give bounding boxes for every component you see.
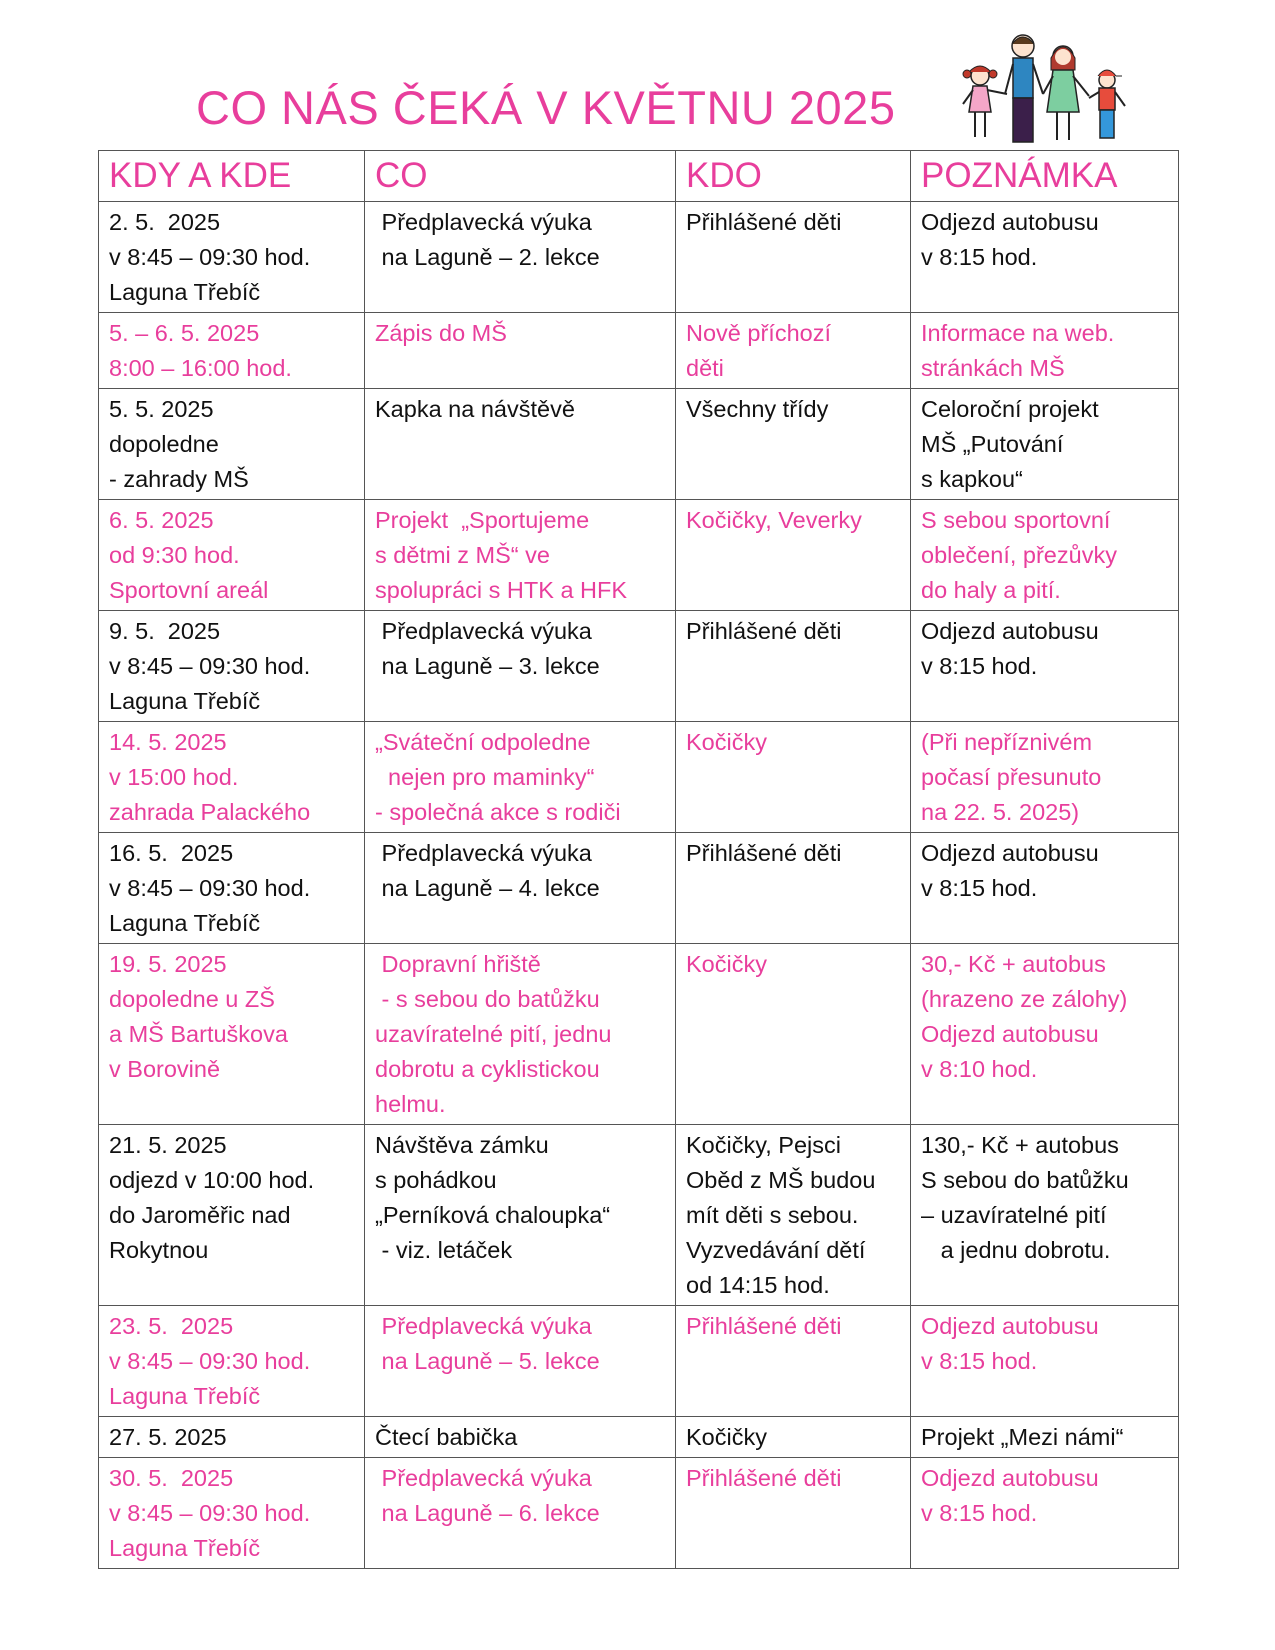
table-row — [99, 500, 1179, 611]
cell-poznamka — [911, 1306, 1179, 1417]
cell-kdo — [676, 202, 911, 313]
cell-line: do Jaroměřic nad — [109, 1202, 291, 1228]
cell-kdo — [676, 944, 911, 1125]
cell-line: uzavíratelné pití, jednu — [375, 1021, 612, 1047]
table-row — [99, 722, 1179, 833]
cell-line: v 8:15 hod. — [921, 1500, 1038, 1526]
cell-kdo — [676, 313, 911, 389]
cell-kdy-a-kde — [99, 1458, 365, 1569]
cell-kdo — [676, 833, 911, 944]
cell-kdy-a-kde — [99, 833, 365, 944]
cell-line: 23. 5. 2025 — [109, 1313, 234, 1339]
cell-line: na 22. 5. 2025) — [921, 799, 1080, 825]
cell-kdy-a-kde — [99, 313, 365, 389]
cell-line: Odjezd autobusu — [921, 1465, 1099, 1491]
cell-line: na Laguně – 5. lekce — [375, 1348, 600, 1374]
cell-line: Laguna Třebíč — [109, 1383, 261, 1409]
cell-line: v 8:45 – 09:30 hod. — [109, 244, 311, 270]
cell-line: 5. 5. 2025 — [109, 396, 214, 422]
cell-line: 27. 5. 2025 — [109, 1424, 227, 1450]
table-row — [99, 1306, 1179, 1417]
cell-co — [365, 313, 676, 389]
cell-line: s dětmi z MŠ“ ve — [375, 542, 550, 568]
cell-poznamka — [911, 722, 1179, 833]
cell-line: v 8:45 – 09:30 hod. — [109, 1500, 311, 1526]
cell-line: Oběd z MŠ budou — [686, 1167, 876, 1193]
cell-line: nejen pro maminky“ — [375, 764, 595, 790]
header-co: CO — [365, 151, 676, 202]
cell-line: Sportovní areál — [109, 577, 269, 603]
cell-line: Předplavecká výuka — [375, 1465, 592, 1491]
table-row — [99, 1458, 1179, 1569]
schedule-table — [98, 150, 1179, 1569]
cell-line: MŠ „Putování — [921, 431, 1064, 457]
table-row — [99, 1417, 1179, 1458]
cell-line: s kapkou“ — [921, 466, 1023, 492]
cell-line: Celoroční projekt — [921, 396, 1099, 422]
cell-line: dobrotu a cyklistickou — [375, 1056, 600, 1082]
cell-kdy-a-kde — [99, 202, 365, 313]
cell-line: oblečení, přezůvky — [921, 542, 1117, 568]
cell-line: Přihlášené děti — [686, 1465, 842, 1491]
cell-kdo — [676, 722, 911, 833]
mother-figure — [1043, 46, 1089, 140]
cell-line: v 8:45 – 09:30 hod. — [109, 653, 311, 679]
cell-kdo — [676, 1125, 911, 1306]
cell-poznamka — [911, 313, 1179, 389]
cell-line: 19. 5. 2025 — [109, 951, 227, 977]
cell-line: v 8:15 hod. — [921, 875, 1038, 901]
cell-line: Předplavecká výuka — [375, 840, 592, 866]
cell-co — [365, 1458, 676, 1569]
cell-line: na Laguně – 3. lekce — [375, 653, 600, 679]
cell-line: 14. 5. 2025 — [109, 729, 227, 755]
cell-line: Nově příchozí — [686, 320, 831, 346]
father-figure — [1005, 35, 1043, 142]
cell-line: s pohádkou — [375, 1167, 497, 1193]
cell-line: Kočičky — [686, 951, 767, 977]
cell-line: helmu. — [375, 1091, 446, 1117]
cell-line: Dopravní hřiště — [375, 951, 541, 977]
cell-co — [365, 1125, 676, 1306]
cell-line: od 14:15 hod. — [686, 1272, 830, 1298]
cell-line: Informace na web. — [921, 320, 1115, 346]
cell-poznamka — [911, 833, 1179, 944]
page-title: CO NÁS ČEKÁ V KVĚTNU 2025 — [196, 81, 896, 134]
cell-line: 6. 5. 2025 — [109, 507, 214, 533]
table-row — [99, 389, 1179, 500]
cell-line: Projekt „Sportujeme — [375, 507, 590, 533]
cell-co — [365, 202, 676, 313]
cell-poznamka — [911, 944, 1179, 1125]
cell-line: Přihlášené děti — [686, 209, 842, 235]
cell-line: Všechny třídy — [686, 396, 829, 422]
cell-line: „Perníková chaloupka“ — [375, 1202, 611, 1228]
cell-line: (hrazeno ze zálohy) — [921, 986, 1128, 1012]
cell-line: Laguna Třebíč — [109, 1535, 261, 1561]
cell-line: 21. 5. 2025 — [109, 1132, 227, 1158]
cell-line: Rokytnou — [109, 1237, 209, 1263]
cell-line: Laguna Třebíč — [109, 279, 261, 305]
cell-line: počasí přesunuto — [921, 764, 1102, 790]
cell-kdo — [676, 1306, 911, 1417]
cell-poznamka — [911, 1458, 1179, 1569]
cell-line: Projekt „Mezi námi“ — [921, 1424, 1124, 1450]
cell-line: Kočičky — [686, 729, 767, 755]
cell-line: Zápis do MŠ — [375, 320, 507, 346]
cell-line: Kočičky — [686, 1424, 767, 1450]
cell-co — [365, 1417, 676, 1458]
cell-line: 9. 5. 2025 — [109, 618, 221, 644]
cell-line: Předplavecká výuka — [375, 618, 592, 644]
cell-kdo — [676, 500, 911, 611]
header-poznamka: POZNÁMKA — [911, 151, 1179, 202]
table-row — [99, 1125, 1179, 1306]
family-illustration — [955, 32, 1140, 150]
cell-line: – uzavíratelné pití — [921, 1202, 1107, 1228]
cell-kdy-a-kde — [99, 722, 365, 833]
cell-kdo — [676, 1458, 911, 1569]
cell-line: děti — [686, 355, 724, 381]
cell-kdy-a-kde — [99, 1417, 365, 1458]
cell-line: Přihlášené děti — [686, 1313, 842, 1339]
cell-line: od 9:30 hod. — [109, 542, 240, 568]
cell-line: v 15:00 hod. — [109, 764, 239, 790]
cell-line: S sebou do batůžku — [921, 1167, 1129, 1193]
cell-line: Předplavecká výuka — [375, 209, 592, 235]
cell-co — [365, 500, 676, 611]
cell-line: na Laguně – 6. lekce — [375, 1500, 600, 1526]
cell-line: Návštěva zámku — [375, 1132, 549, 1158]
cell-line: v 8:15 hod. — [921, 244, 1038, 270]
cell-line: - s sebou do batůžku — [375, 986, 600, 1012]
table-row — [99, 944, 1179, 1125]
cell-poznamka — [911, 500, 1179, 611]
cell-line: 16. 5. 2025 — [109, 840, 234, 866]
cell-line: Odjezd autobusu — [921, 1021, 1099, 1047]
cell-line: a MŠ Bartuškova — [109, 1021, 288, 1047]
cell-kdy-a-kde — [99, 611, 365, 722]
cell-poznamka — [911, 202, 1179, 313]
cell-line: Předplavecká výuka — [375, 1313, 592, 1339]
cell-line: v 8:45 – 09:30 hod. — [109, 875, 311, 901]
cell-co — [365, 611, 676, 722]
cell-kdo — [676, 1417, 911, 1458]
cell-line: v 8:45 – 09:30 hod. — [109, 1348, 311, 1374]
cell-line: Odjezd autobusu — [921, 1313, 1099, 1339]
cell-line: na Laguně – 2. lekce — [375, 244, 600, 270]
cell-line: v 8:15 hod. — [921, 653, 1038, 679]
table-row — [99, 313, 1179, 389]
cell-line: 5. – 6. 5. 2025 — [109, 320, 260, 346]
cell-kdy-a-kde — [99, 1306, 365, 1417]
cell-line: v 8:15 hod. — [921, 1348, 1038, 1374]
cell-line: 2. 5. 2025 — [109, 209, 221, 235]
cell-line: odjezd v 10:00 hod. — [109, 1167, 315, 1193]
cell-line: zahrada Palackého — [109, 799, 311, 825]
cell-co — [365, 389, 676, 500]
cell-kdo — [676, 389, 911, 500]
cell-line: v Borovině — [109, 1056, 221, 1082]
cell-line: 130,- Kč + autobus — [921, 1132, 1119, 1158]
cell-line: Přihlášené děti — [686, 618, 842, 644]
cell-co — [365, 944, 676, 1125]
cell-line: - společná akce s rodiči — [375, 799, 621, 825]
cell-co — [365, 1306, 676, 1417]
header-kdo: KDO — [676, 151, 911, 202]
cell-kdo — [676, 611, 911, 722]
cell-line: „Sváteční odpoledne — [375, 729, 591, 755]
girl-figure — [963, 66, 1007, 137]
header-kdy-a-kde: KDY A KDE — [99, 151, 365, 202]
table-body — [99, 202, 1179, 1569]
cell-line: (Při nepříznivém — [921, 729, 1093, 755]
cell-line: S sebou sportovní — [921, 507, 1111, 533]
cell-co — [365, 722, 676, 833]
cell-line: Laguna Třebíč — [109, 688, 261, 714]
cell-line: 30. 5. 2025 — [109, 1465, 234, 1491]
table-row — [99, 202, 1179, 313]
cell-poznamka — [911, 611, 1179, 722]
cell-kdy-a-kde — [99, 944, 365, 1125]
cell-line: - viz. letáček — [375, 1237, 513, 1263]
cell-poznamka — [911, 389, 1179, 500]
cell-line: dopoledne u ZŠ — [109, 986, 275, 1012]
cell-line: 8:00 – 16:00 hod. — [109, 355, 292, 381]
cell-line: mít děti s sebou. — [686, 1202, 859, 1228]
table-header-row — [99, 151, 1179, 202]
cell-line: a jednu dobrotu. — [921, 1237, 1111, 1263]
cell-line: Přihlášené děti — [686, 840, 842, 866]
cell-line: dopoledne — [109, 431, 219, 457]
cell-line: 30,- Kč + autobus — [921, 951, 1106, 977]
cell-kdy-a-kde — [99, 500, 365, 611]
cell-line: Kapka na návštěvě — [375, 396, 575, 422]
cell-co — [365, 833, 676, 944]
cell-line: do haly a pití. — [921, 577, 1061, 603]
cell-kdy-a-kde — [99, 1125, 365, 1306]
table-row — [99, 833, 1179, 944]
cell-line: Laguna Třebíč — [109, 910, 261, 936]
cell-line: Vyzvedávání dětí — [686, 1237, 866, 1263]
cell-line: Kočičky, Veverky — [686, 507, 862, 533]
cell-line: - zahrady MŠ — [109, 466, 249, 492]
cell-line: spolupráci s HTK a HFK — [375, 577, 628, 603]
table-row — [99, 611, 1179, 722]
cell-line: na Laguně – 4. lekce — [375, 875, 600, 901]
cell-line: Odjezd autobusu — [921, 209, 1099, 235]
cell-line: Odjezd autobusu — [921, 618, 1099, 644]
boy-figure — [1089, 70, 1125, 138]
cell-line: v 8:10 hod. — [921, 1056, 1038, 1082]
cell-poznamka — [911, 1417, 1179, 1458]
cell-line: Odjezd autobusu — [921, 840, 1099, 866]
cell-line: Čtecí babička — [375, 1424, 518, 1450]
cell-line: Kočičky, Pejsci — [686, 1132, 841, 1158]
cell-kdy-a-kde — [99, 389, 365, 500]
cell-poznamka — [911, 1125, 1179, 1306]
cell-line: stránkách MŠ — [921, 355, 1065, 381]
